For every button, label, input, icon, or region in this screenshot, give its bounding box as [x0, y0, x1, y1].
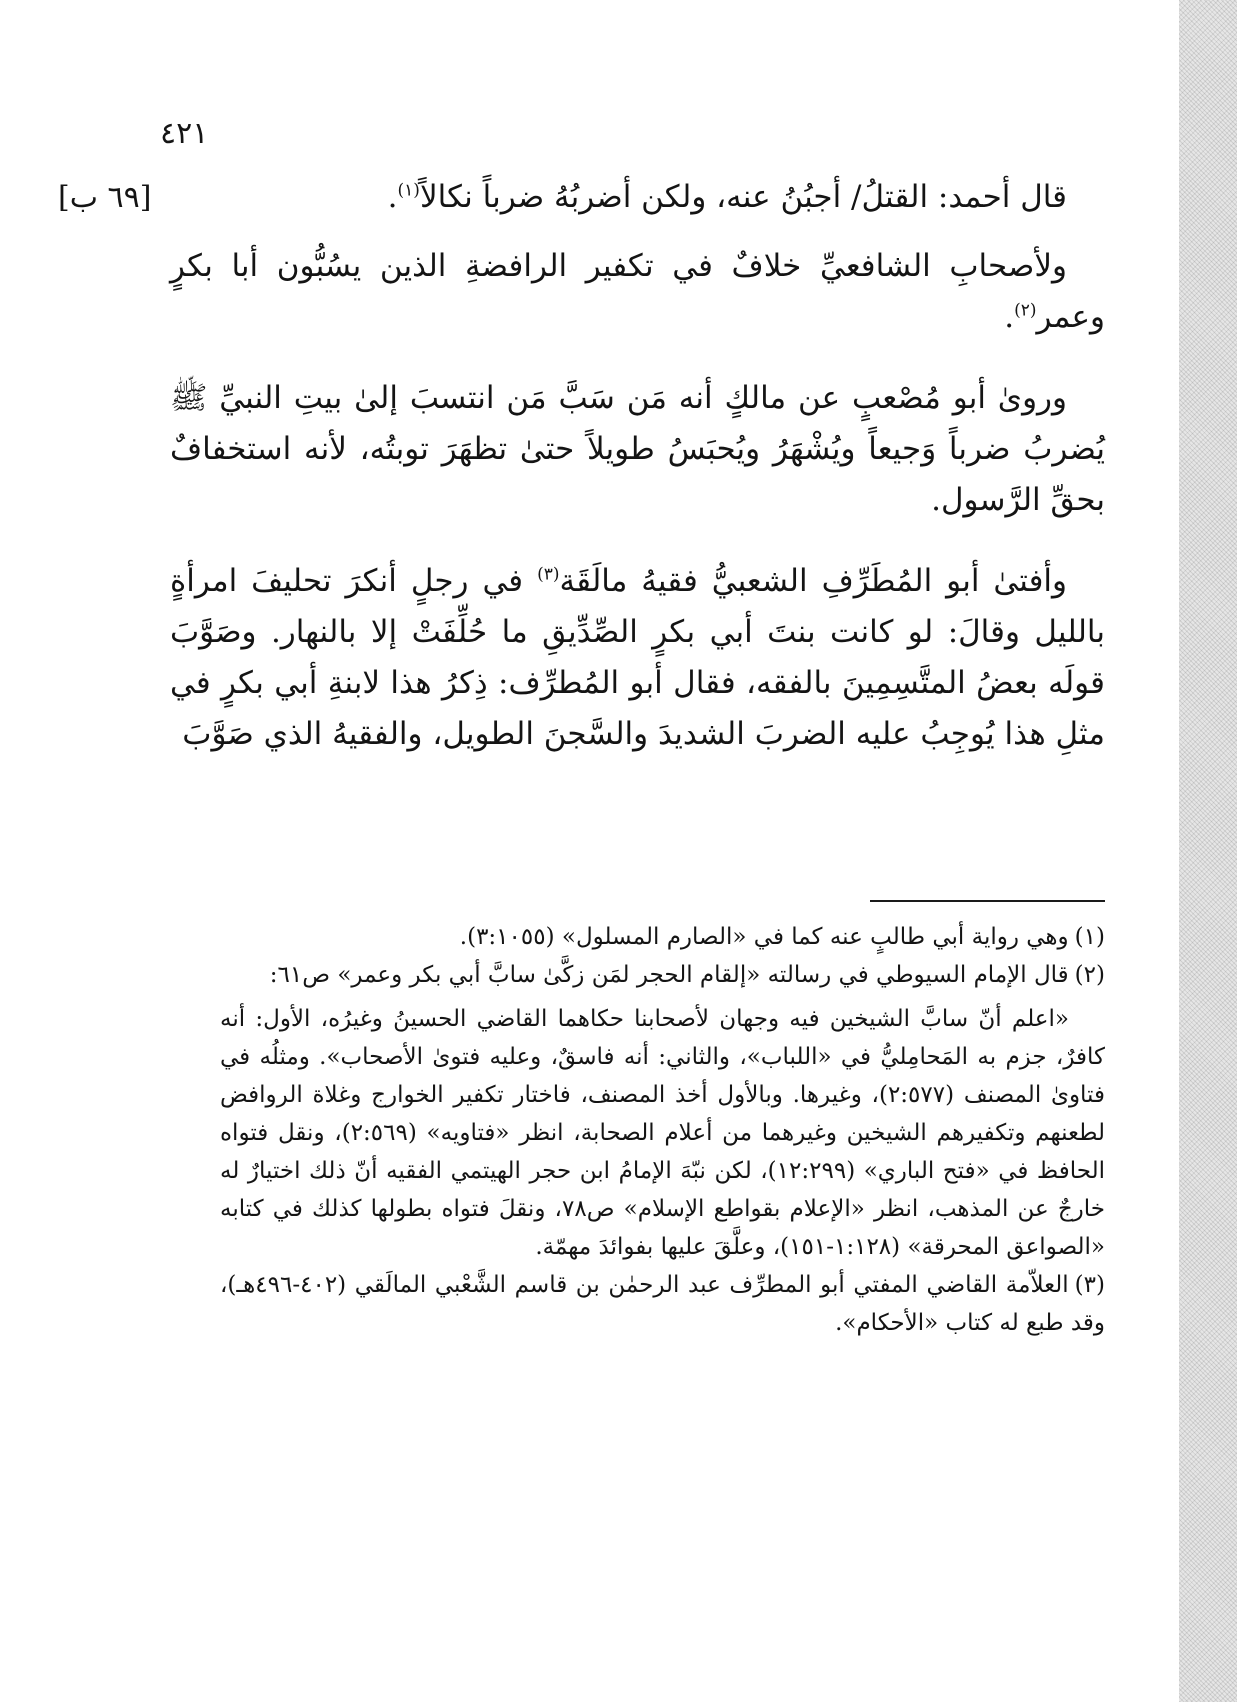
paragraph-3: وروىٰ أبو مُصْعبٍ عن مالكٍ أنه مَن سَبَّ مَن انتسبَ إلىٰ بيتِ النبيِّ ﷺ يُضربُ ضرباً وَجيعاً ويُشْهَرُ ويُحبَسُ طويلاً حتىٰ تظهَرَ توبتُه، لأنه استخفافٌ بحقِّ الرَّسول.	[170, 380, 1105, 518]
footnote-2-number: (٢)	[1074, 962, 1105, 988]
footnote-2-text: قال الإمام السيوطي في رسالته «إلقام الحجر لمَن زكَّىٰ سابَّ أبي بكر وعمر» ص٦١:	[269, 962, 1069, 988]
paragraph-1	[170, 172, 1105, 223]
footnote-1	[220, 918, 1105, 956]
paragraph-1-end: .	[387, 179, 398, 215]
footnotes	[220, 918, 1105, 1342]
main-text	[170, 172, 1105, 790]
footnote-2	[220, 956, 1105, 994]
paragraph-2	[170, 241, 1105, 343]
footnote-1-number: (١)	[1074, 924, 1105, 950]
footnote-1-text: وهي رواية أبي طالبٍ عنه كما في «الصارم المسلول» (٣:١٠٥٥).	[459, 924, 1069, 950]
footnote-3-text: العلاّمة القاضي المفتي أبو المطرِّف عبد الرحمٰن بن قاسم الشَّعْبي المالَقي (٤٠٢-٤٩٦هـ)، وقد طبع له كتاب «الأحكام».	[220, 1272, 1105, 1336]
manuscript-folio-marker: [٦٩ ب]	[58, 180, 152, 215]
paragraph-4-text-b: في رجلٍ أنكرَ تحليفَ امرأةٍ بالليل وقالَ: لو كانت بنتَ أبي بكرٍ الصِّدِّيقِ ما حُلِّفَتْ إلا بالنهار. وصَوَّبَ قولَه بعضُ المتَّسِمِينَ بالفقه، فقال أبو المُطرِّف: ذِكرُ هذا لابنةِ أبي بكرٍ في مثلِ هذا يُوجِبُ عليه الضربَ الشديدَ والسَّجنَ الطويل، والفقيهُ الذي صَوَّبَ	[170, 563, 1105, 752]
footnote-ref-3[interactable]: (٣)	[537, 564, 560, 585]
footnote-separator	[870, 900, 1105, 902]
scan-edge-shading	[1179, 0, 1237, 1702]
footnote-3-number: (٣)	[1074, 1272, 1105, 1298]
paragraph-4	[170, 556, 1105, 760]
paragraph-1-text: قال أحمد: القتلُ/ أجبُنُ عنه، ولكن أضربُهُ ضرباً نكالاً	[419, 179, 1067, 215]
paragraph-2-end: .	[1004, 299, 1015, 335]
paragraph-4-text-a: وأفتىٰ أبو المُطَرِّفِ الشعبيُّ فقيهُ مالَقَة	[559, 563, 1068, 599]
page-number: ٤٢١	[160, 116, 209, 151]
footnote-ref-1[interactable]: (١)	[397, 180, 420, 201]
paragraph-2-text: ولأصحابِ الشافعيِّ خلافٌ في تكفير الرافضةِ الذين يسُبُّون أبا بكرٍ وعمر	[170, 248, 1105, 335]
footnote-2-quote: «اعلم أنّ سابَّ الشيخين فيه وجهان لأصحابنا حكاهما القاضي الحسينُ وغيرُه، الأول: أنه كافرٌ، جزم به المَحامِليُّ في «اللباب»، والثاني: أنه فاسقٌ، وعليه فتوىٰ الأصحاب». ومثلُه في فتاوىٰ المصنف (٢:٥٧٧)، وغيرها. وبالأول أخذ المصنف، فاختار تكفير الخوارج وغلاة الروافض لطعنهم وتكفيرهم الشيخين وغيرهما من أعلام الصحابة، انظر «فتاويه» (٢:٥٦٩)، ونقل فتواه الحافظ في «فتح الباري» (١٢:٢٩٩)، لكن نبّهَ الإمامُ ابن حجر الهيتمي الفقيه أنّ ذلك اختيارٌ له خارجٌ عن المذهب، انظر «الإعلام بقواطع الإسلام» ص٧٨، ونقلَ فتواه بطولها كذلك في كتابه «الصواعق المحرقة» (١:١٢٨-١٥١)، وعلَّقَ عليها بفوائدَ مهمّة.	[220, 1006, 1106, 1260]
footnote-3	[220, 1266, 1105, 1342]
footnote-ref-2[interactable]: (٢)	[1014, 300, 1037, 321]
